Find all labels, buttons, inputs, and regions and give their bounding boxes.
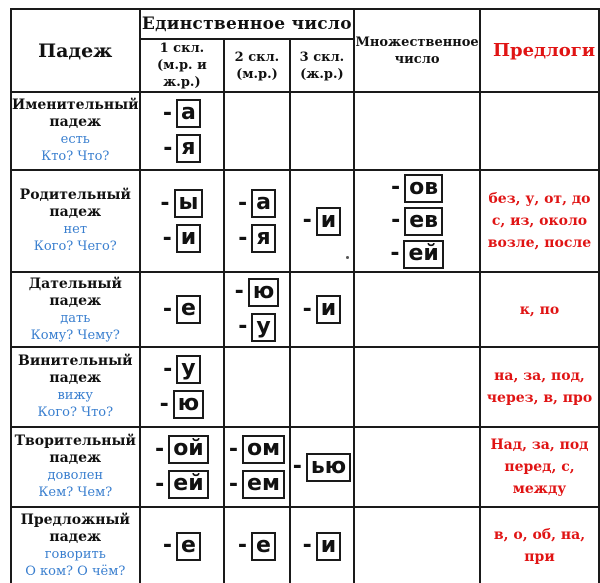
- decl1-endings-cell: [140, 272, 225, 347]
- plural-endings-cell: [354, 427, 480, 507]
- case-row: [11, 347, 599, 427]
- prepositions-cell: [480, 272, 599, 347]
- ending-item: [160, 189, 203, 218]
- plural-endings-cell: [354, 507, 480, 583]
- ending-item: [238, 189, 276, 218]
- ending-dash: -: [302, 533, 312, 558]
- preposition-line: Над, за, под: [490, 437, 589, 453]
- case-cell: [11, 272, 140, 347]
- plural-endings-cell: [354, 347, 480, 427]
- case-questions: Кого? Что?: [37, 405, 114, 420]
- ending-dash: -: [162, 296, 172, 322]
- decl2-endings-stack: [225, 532, 288, 561]
- case-questions: О ком? О чём?: [25, 564, 126, 579]
- case-row: [11, 427, 599, 507]
- case-helper-word: есть: [60, 132, 90, 147]
- ending-dash: -: [302, 208, 312, 233]
- ending-item: [391, 207, 443, 236]
- decl2-gender: (м.р.): [236, 66, 278, 82]
- case-name: Родительный: [19, 187, 131, 203]
- preposition-line: возле, после: [487, 235, 592, 251]
- ending-dash: -: [228, 436, 238, 462]
- ending-item: [229, 435, 285, 464]
- case-name: Дательный: [28, 275, 122, 292]
- ending-dash: -: [292, 454, 302, 479]
- ending-item: [235, 278, 280, 307]
- ending-item: [293, 453, 351, 482]
- case-questions: Кто? Что?: [41, 149, 110, 164]
- ending-item: [163, 99, 201, 128]
- decl1-endings-cell: [140, 170, 225, 272]
- header-row-top: [11, 9, 599, 39]
- ending-item: [163, 532, 201, 561]
- decl1-header: [140, 39, 225, 92]
- ending-box: у: [176, 355, 200, 384]
- case-column-header: Падеж: [11, 9, 140, 92]
- ending-item: [163, 134, 200, 163]
- ending-dash: -: [160, 190, 170, 216]
- case-cell: [11, 347, 140, 427]
- ending-item: [163, 355, 200, 384]
- case-cell: [11, 170, 140, 272]
- case-name: Творительный: [14, 433, 136, 449]
- ending-dash: -: [159, 391, 169, 417]
- ending-item: [238, 313, 275, 342]
- ending-box: а: [176, 99, 201, 128]
- ending-box: ом: [242, 435, 285, 464]
- plural-header: [354, 9, 480, 92]
- ending-box: ей: [168, 470, 208, 499]
- preposition-line: перед, с,: [504, 459, 575, 475]
- case-helper-word: говорить: [44, 547, 106, 562]
- preposition-line: при: [524, 549, 555, 565]
- case-row: [11, 170, 599, 272]
- case-row: [11, 272, 599, 347]
- decl3-endings-cell: [290, 92, 355, 170]
- decl1-endings-cell: [140, 507, 225, 583]
- decl2-endings-stack: [225, 189, 288, 253]
- ending-dash: -: [155, 436, 165, 462]
- ending-dash: -: [162, 533, 172, 558]
- preposition-line: на, за, под,: [494, 368, 585, 384]
- plural-endings-stack: [355, 174, 479, 269]
- decl3-endings-cell: [290, 347, 355, 427]
- plural-endings-cell: [354, 170, 480, 272]
- decl2-endings-cell: [224, 92, 289, 170]
- decl2-header: [224, 39, 289, 92]
- decl2-endings-stack: [225, 278, 288, 342]
- case-name: падеж: [49, 370, 102, 386]
- stray-dot-mark: [346, 256, 349, 259]
- decl2-endings-stack: [225, 435, 288, 499]
- ending-item: [391, 174, 443, 203]
- decl3-endings-stack: [291, 295, 354, 324]
- ending-item: [303, 532, 342, 561]
- prepositions-cell: [480, 347, 599, 427]
- ending-dash: -: [162, 225, 172, 251]
- declension-table: [10, 8, 600, 583]
- ending-item: [163, 224, 202, 253]
- ending-box: ей: [403, 240, 443, 269]
- plural-header-line2: число: [394, 51, 440, 67]
- prepositions-cell: [480, 427, 599, 507]
- decl1-endings-stack: [141, 355, 224, 419]
- decl1-endings-stack: [141, 99, 224, 163]
- decl3-endings-cell: [290, 427, 355, 507]
- ending-dash: -: [234, 279, 244, 304]
- decl3-endings-cell: [290, 507, 355, 583]
- ending-dash: -: [391, 208, 401, 233]
- decl3-endings-stack: [291, 532, 354, 561]
- ending-box: е: [176, 295, 201, 324]
- decl2-title: 2 скл.: [234, 49, 280, 65]
- ending-dash: -: [162, 100, 173, 126]
- singular-header: Единственное число: [140, 9, 355, 39]
- ending-box: и: [316, 532, 341, 561]
- preposition-line: между: [512, 481, 567, 497]
- plural-endings-cell: [354, 92, 480, 170]
- ending-box: а: [251, 189, 276, 218]
- decl3-endings-stack: [291, 207, 354, 236]
- ending-dash: -: [155, 471, 165, 497]
- case-questions: Кем? Чем?: [38, 485, 113, 500]
- case-name: Винительный: [18, 353, 133, 369]
- ending-dash: -: [228, 471, 239, 497]
- case-cell: [11, 507, 140, 583]
- plural-endings-cell: [354, 272, 480, 347]
- ending-box: я: [176, 134, 200, 163]
- decl1-title: 1 скл.: [159, 41, 205, 56]
- decl3-endings-stack: [291, 453, 354, 482]
- preposition-line: к, по: [519, 301, 560, 318]
- prepositions-cell: [480, 170, 599, 272]
- ending-item: [390, 240, 443, 269]
- ending-dash: -: [390, 175, 401, 200]
- ending-box: ью: [306, 453, 351, 482]
- ending-box: ем: [242, 470, 285, 499]
- ending-box: е: [251, 532, 276, 561]
- decl2-endings-cell: [224, 427, 289, 507]
- ending-box: и: [176, 224, 201, 253]
- decl2-endings-cell: [224, 170, 289, 272]
- preposition-line: через, в, про: [486, 390, 593, 406]
- ending-dash: -: [390, 241, 400, 266]
- case-helper-word: дать: [60, 310, 91, 326]
- decl1-endings-stack: [141, 189, 224, 253]
- preposition-line: в, о, об, на,: [493, 527, 586, 543]
- ending-item: [163, 295, 201, 324]
- decl1-gender: (м.р. и ж.р.): [157, 58, 207, 90]
- decl3-title: 3 скл.: [299, 49, 345, 65]
- decl1-endings-cell: [140, 347, 225, 427]
- plural-header-line1: Множественное: [355, 34, 479, 50]
- ending-box: ю: [248, 278, 279, 307]
- case-questions: Кому? Чему?: [30, 327, 120, 343]
- ending-box: ы: [174, 189, 204, 218]
- case-helper-word: доволен: [47, 468, 104, 483]
- case-name: падеж: [49, 114, 102, 130]
- case-name: падеж: [49, 450, 102, 466]
- case-cell: [11, 92, 140, 170]
- ending-box: у: [251, 313, 275, 342]
- case-cell: [11, 427, 140, 507]
- ending-dash: -: [163, 356, 173, 382]
- ending-dash: -: [302, 296, 312, 322]
- decl3-endings-cell: [290, 272, 355, 347]
- ending-item: [160, 390, 205, 419]
- decl2-endings-cell: [224, 347, 289, 427]
- case-name: Именительный: [12, 97, 139, 113]
- ending-dash: -: [237, 190, 248, 216]
- case-name: падеж: [49, 204, 102, 220]
- ending-item: [238, 532, 276, 561]
- decl1-endings-stack: [141, 532, 224, 561]
- case-row: [11, 507, 599, 583]
- preposition-line: с, из, около: [491, 213, 588, 229]
- ending-item: [155, 470, 208, 499]
- ending-dash: -: [238, 225, 248, 251]
- case-name: падеж: [49, 529, 102, 545]
- case-helper-word: вижу: [57, 388, 94, 403]
- case-name: Предложный: [20, 512, 130, 528]
- decl2-endings-cell: [224, 507, 289, 583]
- decl1-endings-stack: [141, 295, 224, 324]
- case-name: падеж: [49, 292, 102, 309]
- ending-item: [303, 295, 342, 324]
- table-body: [11, 92, 599, 583]
- ending-item: [238, 224, 275, 253]
- decl3-endings-cell: [290, 170, 355, 272]
- ending-dash: -: [237, 533, 248, 558]
- prepositions-cell: [480, 507, 599, 583]
- ending-dash: -: [238, 314, 248, 339]
- ending-box: я: [251, 224, 275, 253]
- case-row: [11, 92, 599, 170]
- prepositions-header: Предлоги: [480, 9, 599, 92]
- prepositions-cell: [480, 92, 599, 170]
- decl1-endings-stack: [141, 435, 224, 499]
- decl1-endings-cell: [140, 427, 225, 507]
- case-questions: Кого? Чего?: [33, 239, 117, 254]
- ending-item: [155, 435, 209, 464]
- ending-item: [229, 470, 285, 499]
- decl2-endings-cell: [224, 272, 289, 347]
- ending-box: и: [316, 295, 341, 324]
- ending-box: ой: [168, 435, 209, 464]
- decl3-gender: (ж.р.): [300, 66, 344, 82]
- ending-box: ов: [404, 174, 443, 203]
- ending-dash: -: [163, 135, 173, 161]
- case-helper-word: нет: [63, 222, 88, 237]
- preposition-line: без, у, от, до: [488, 191, 591, 207]
- ending-box: ев: [404, 207, 443, 236]
- decl3-header: [290, 39, 355, 92]
- ending-box: и: [316, 207, 341, 236]
- ending-box: е: [176, 532, 201, 561]
- ending-box: ю: [173, 390, 204, 419]
- decl1-endings-cell: [140, 92, 225, 170]
- ending-item: [303, 207, 342, 236]
